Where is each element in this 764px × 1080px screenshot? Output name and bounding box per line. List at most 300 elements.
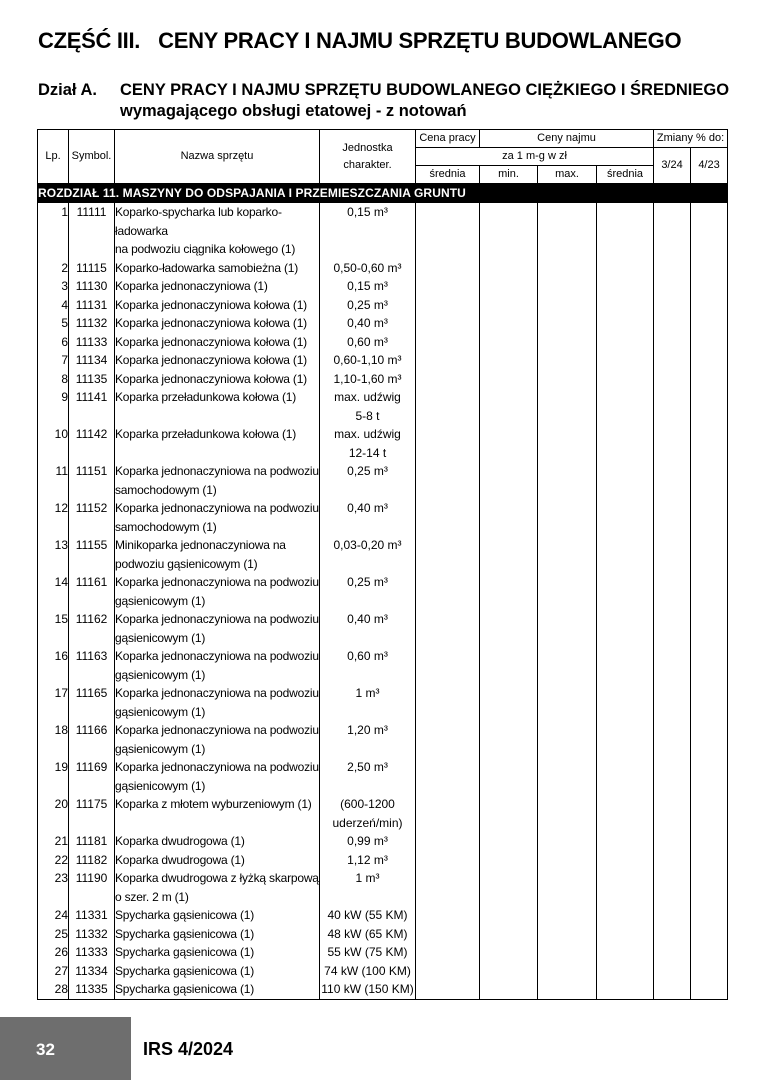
row-change-1-cell <box>654 943 691 962</box>
table-row <box>38 684 728 721</box>
row-change-1-cell <box>654 647 691 684</box>
row-unit: 74 kW (100 KM) <box>320 962 416 981</box>
row-symbol: 11151 <box>69 462 115 499</box>
row-lp: 1 <box>38 203 69 259</box>
row-lp: 28 <box>38 980 69 999</box>
table-row <box>38 869 728 906</box>
table-row <box>38 795 728 832</box>
row-avg-cell <box>416 388 480 425</box>
row-change-2-cell <box>691 277 728 296</box>
row-min-cell <box>480 351 538 370</box>
row-lp: 17 <box>38 684 69 721</box>
row-avg-cell <box>416 962 480 981</box>
row-symbol: 11115 <box>69 259 115 278</box>
row-change-2-cell <box>691 943 728 962</box>
row-avg2-cell <box>597 869 654 906</box>
table-row <box>38 370 728 389</box>
row-avg-cell <box>416 647 480 684</box>
row-min-cell <box>480 462 538 499</box>
row-avg-cell <box>416 758 480 795</box>
row-max-cell <box>538 203 597 259</box>
row-min-cell <box>480 296 538 315</box>
row-min-cell <box>480 832 538 851</box>
row-max-cell <box>538 388 597 425</box>
row-symbol: 11332 <box>69 925 115 944</box>
row-lp: 2 <box>38 259 69 278</box>
row-max-cell <box>538 259 597 278</box>
row-avg2-cell <box>597 851 654 870</box>
footer-page-box <box>0 1017 131 1080</box>
row-avg2-cell <box>597 388 654 425</box>
row-name: Koparka dwudrogowa (1) <box>115 851 320 870</box>
row-change-2-cell <box>691 869 728 906</box>
row-avg2-cell <box>597 906 654 925</box>
row-name: Koparka jednonaczyniowa na podwoziu gąsienicowym (1) <box>115 647 320 684</box>
row-name: Koparka jednonaczyniowa na podwoziu samochodowym (1) <box>115 499 320 536</box>
row-max-cell <box>538 333 597 352</box>
row-max-cell <box>538 832 597 851</box>
table-row <box>38 832 728 851</box>
row-min-cell <box>480 388 538 425</box>
row-min-cell <box>480 684 538 721</box>
row-lp: 3 <box>38 277 69 296</box>
row-lp: 16 <box>38 647 69 684</box>
row-avg2-cell <box>597 573 654 610</box>
table-row <box>38 721 728 758</box>
row-lp: 15 <box>38 610 69 647</box>
row-avg-cell <box>416 277 480 296</box>
row-change-2-cell <box>691 370 728 389</box>
row-change-1-cell <box>654 980 691 999</box>
row-unit: 1 m³ <box>320 684 416 721</box>
row-symbol: 11182 <box>69 851 115 870</box>
row-change-1-cell <box>654 296 691 315</box>
row-max-cell <box>538 721 597 758</box>
row-unit: 40 kW (55 KM) <box>320 906 416 925</box>
row-avg-cell <box>416 370 480 389</box>
row-avg-cell <box>416 684 480 721</box>
row-name: Koparka przeładunkowa kołowa (1) <box>115 388 320 425</box>
row-max-cell <box>538 499 597 536</box>
row-avg2-cell <box>597 259 654 278</box>
row-avg-cell <box>416 425 480 462</box>
row-min-cell <box>480 610 538 647</box>
row-min-cell <box>480 425 538 462</box>
row-max-cell <box>538 610 597 647</box>
row-max-cell <box>538 351 597 370</box>
dzial-label: Dział A. <box>38 81 97 99</box>
table-row <box>38 277 728 296</box>
row-min-cell <box>480 758 538 795</box>
row-change-2-cell <box>691 573 728 610</box>
row-avg2-cell <box>597 314 654 333</box>
row-name: Koparka jednonaczyniowa na podwoziu samochodowym (1) <box>115 462 320 499</box>
col-change-1: 3/24 <box>654 148 691 184</box>
table-row <box>38 259 728 278</box>
col-rent-prices: Ceny najmu <box>480 130 654 148</box>
row-avg-cell <box>416 296 480 315</box>
row-avg2-cell <box>597 333 654 352</box>
row-symbol: 11169 <box>69 758 115 795</box>
row-name: Spycharka gąsienicowa (1) <box>115 980 320 999</box>
row-avg-cell <box>416 943 480 962</box>
row-avg-cell <box>416 721 480 758</box>
col-changes: Zmiany % do: <box>654 130 728 148</box>
row-lp: 23 <box>38 869 69 906</box>
row-min-cell <box>480 906 538 925</box>
row-change-1-cell <box>654 259 691 278</box>
page-number: 32 <box>36 1040 55 1059</box>
dzial-name: CENY PRACY I NAJMU SPRZĘTU BUDOWLANEGO CIĘŻKIEGO I ŚREDNIEGO <box>120 81 730 99</box>
section-row <box>38 184 728 203</box>
row-avg-cell <box>416 980 480 999</box>
row-name: Spycharka gąsienicowa (1) <box>115 962 320 981</box>
row-avg-cell <box>416 333 480 352</box>
row-avg-cell <box>416 610 480 647</box>
row-change-1-cell <box>654 869 691 906</box>
row-min-cell <box>480 333 538 352</box>
row-change-2-cell <box>691 721 728 758</box>
row-avg-cell <box>416 462 480 499</box>
row-max-cell <box>538 296 597 315</box>
row-symbol: 11181 <box>69 832 115 851</box>
row-unit: 0,40 m³ <box>320 314 416 333</box>
row-avg2-cell <box>597 943 654 962</box>
table-row <box>38 647 728 684</box>
row-unit: 48 kW (65 KM) <box>320 925 416 944</box>
row-name: Spycharka gąsienicowa (1) <box>115 906 320 925</box>
part-label: CZĘŚĆ III. <box>38 28 141 53</box>
row-lp: 14 <box>38 573 69 610</box>
row-max-cell <box>538 758 597 795</box>
row-change-1-cell <box>654 425 691 462</box>
table-row <box>38 758 728 795</box>
row-min-cell <box>480 962 538 981</box>
table-row <box>38 462 728 499</box>
part-name: CENY PRACY I NAJMU SPRZĘTU BUDOWLANEGO <box>158 28 682 53</box>
row-name: Koparka dwudrogowa z łyżką skarpową o szer. 2 m (1) <box>115 869 320 906</box>
row-avg2-cell <box>597 370 654 389</box>
table-row <box>38 943 728 962</box>
table-row <box>38 906 728 925</box>
row-avg2-cell <box>597 277 654 296</box>
row-name: Koparka jednonaczyniowa kołowa (1) <box>115 333 320 352</box>
col-min: min. <box>480 166 538 184</box>
row-change-1-cell <box>654 370 691 389</box>
row-avg2-cell <box>597 980 654 999</box>
row-unit: 0,40 m³ <box>320 610 416 647</box>
row-change-2-cell <box>691 259 728 278</box>
row-symbol: 11175 <box>69 795 115 832</box>
dzial-subtitle: wymagającego obsługi etatowej - z notowań <box>120 102 467 120</box>
row-change-2-cell <box>691 851 728 870</box>
row-symbol: 11135 <box>69 370 115 389</box>
row-change-2-cell <box>691 925 728 944</box>
row-symbol: 11335 <box>69 980 115 999</box>
row-symbol: 11334 <box>69 962 115 981</box>
table-row <box>38 610 728 647</box>
row-avg2-cell <box>597 610 654 647</box>
row-min-cell <box>480 573 538 610</box>
row-symbol: 11155 <box>69 536 115 573</box>
row-avg2-cell <box>597 499 654 536</box>
row-avg-cell <box>416 499 480 536</box>
row-lp: 21 <box>38 832 69 851</box>
row-avg-cell <box>416 795 480 832</box>
row-name: Koparka jednonaczyniowa na podwoziu gąsienicowym (1) <box>115 610 320 647</box>
row-change-1-cell <box>654 962 691 981</box>
row-avg-cell <box>416 832 480 851</box>
row-max-cell <box>538 462 597 499</box>
row-min-cell <box>480 647 538 684</box>
row-unit: 0,25 m³ <box>320 296 416 315</box>
row-change-2-cell <box>691 314 728 333</box>
row-change-2-cell <box>691 203 728 259</box>
row-symbol: 11161 <box>69 573 115 610</box>
row-change-2-cell <box>691 351 728 370</box>
row-change-2-cell <box>691 333 728 352</box>
row-unit: 0,25 m³ <box>320 573 416 610</box>
row-max-cell <box>538 906 597 925</box>
row-max-cell <box>538 943 597 962</box>
row-max-cell <box>538 573 597 610</box>
row-lp: 24 <box>38 906 69 925</box>
row-change-2-cell <box>691 832 728 851</box>
row-avg2-cell <box>597 425 654 462</box>
row-lp: 10 <box>38 425 69 462</box>
col-unit: Jednostka charakter. <box>320 130 416 184</box>
row-symbol: 11133 <box>69 333 115 352</box>
row-min-cell <box>480 203 538 259</box>
row-name: Koparko-spycharka lub koparko-ładowarka na podwoziu ciągnika kołowego (1) <box>115 203 320 259</box>
row-name: Koparka przeładunkowa kołowa (1) <box>115 425 320 462</box>
row-change-2-cell <box>691 388 728 425</box>
row-change-2-cell <box>691 684 728 721</box>
row-lp: 11 <box>38 462 69 499</box>
row-change-1-cell <box>654 314 691 333</box>
row-max-cell <box>538 536 597 573</box>
row-name: Koparka jednonaczyniowa kołowa (1) <box>115 351 320 370</box>
row-change-1-cell <box>654 333 691 352</box>
row-avg-cell <box>416 351 480 370</box>
table-row <box>38 425 728 462</box>
row-min-cell <box>480 370 538 389</box>
row-lp: 7 <box>38 351 69 370</box>
row-symbol: 11166 <box>69 721 115 758</box>
row-change-1-cell <box>654 851 691 870</box>
row-unit: 0,50-0,60 m³ <box>320 259 416 278</box>
row-min-cell <box>480 536 538 573</box>
row-lp: 19 <box>38 758 69 795</box>
row-max-cell <box>538 851 597 870</box>
row-lp: 5 <box>38 314 69 333</box>
row-avg2-cell <box>597 962 654 981</box>
row-symbol: 11333 <box>69 943 115 962</box>
row-max-cell <box>538 869 597 906</box>
row-unit: 1,12 m³ <box>320 851 416 870</box>
row-avg-cell <box>416 869 480 906</box>
col-avg2: średnia <box>597 166 654 184</box>
row-change-2-cell <box>691 425 728 462</box>
row-change-2-cell <box>691 962 728 981</box>
table-row <box>38 980 728 999</box>
row-avg-cell <box>416 906 480 925</box>
row-change-1-cell <box>654 906 691 925</box>
row-avg2-cell <box>597 925 654 944</box>
row-name: Koparka jednonaczyniowa na podwoziu gąsienicowym (1) <box>115 573 320 610</box>
row-max-cell <box>538 370 597 389</box>
row-change-2-cell <box>691 758 728 795</box>
row-min-cell <box>480 259 538 278</box>
section-title: ROZDZIAŁ 11. MASZYNY DO ODSPAJANIA I PRZEMIESZCZANIA GRUNTU <box>38 184 728 203</box>
row-name: Koparko-ładowarka samobieżna (1) <box>115 259 320 278</box>
row-lp: 18 <box>38 721 69 758</box>
row-change-1-cell <box>654 610 691 647</box>
price-table <box>37 129 728 1000</box>
row-unit: 0,15 m³ <box>320 277 416 296</box>
row-avg2-cell <box>597 203 654 259</box>
row-change-1-cell <box>654 795 691 832</box>
row-min-cell <box>480 277 538 296</box>
row-change-1-cell <box>654 388 691 425</box>
row-name: Koparka jednonaczyniowa (1) <box>115 277 320 296</box>
row-symbol: 11331 <box>69 906 115 925</box>
row-min-cell <box>480 925 538 944</box>
col-max: max. <box>538 166 597 184</box>
row-max-cell <box>538 314 597 333</box>
table-row <box>38 333 728 352</box>
table-row <box>38 536 728 573</box>
col-lp: Lp. <box>38 130 69 184</box>
row-lp: 20 <box>38 795 69 832</box>
row-change-1-cell <box>654 573 691 610</box>
col-avg: średnia <box>416 166 480 184</box>
table-row <box>38 925 728 944</box>
row-unit: 2,50 m³ <box>320 758 416 795</box>
row-avg2-cell <box>597 684 654 721</box>
row-unit: 0,15 m³ <box>320 203 416 259</box>
row-min-cell <box>480 499 538 536</box>
row-unit: 110 kW (150 KM) <box>320 980 416 999</box>
row-unit: 55 kW (75 KM) <box>320 943 416 962</box>
row-change-2-cell <box>691 462 728 499</box>
row-max-cell <box>538 980 597 999</box>
row-avg-cell <box>416 259 480 278</box>
row-min-cell <box>480 314 538 333</box>
row-change-1-cell <box>654 536 691 573</box>
row-min-cell <box>480 721 538 758</box>
row-max-cell <box>538 277 597 296</box>
row-max-cell <box>538 684 597 721</box>
row-change-1-cell <box>654 721 691 758</box>
row-lp: 22 <box>38 851 69 870</box>
row-symbol: 11190 <box>69 869 115 906</box>
col-name: Nazwa sprzętu <box>115 130 320 184</box>
row-name: Koparka jednonaczyniowa kołowa (1) <box>115 296 320 315</box>
table-row <box>38 962 728 981</box>
row-avg2-cell <box>597 647 654 684</box>
row-symbol: 11152 <box>69 499 115 536</box>
row-change-1-cell <box>654 277 691 296</box>
table-row <box>38 351 728 370</box>
table-row <box>38 851 728 870</box>
row-min-cell <box>480 943 538 962</box>
row-min-cell <box>480 869 538 906</box>
row-max-cell <box>538 962 597 981</box>
row-change-1-cell <box>654 925 691 944</box>
row-max-cell <box>538 647 597 684</box>
row-name: Spycharka gąsienicowa (1) <box>115 943 320 962</box>
row-avg2-cell <box>597 536 654 573</box>
row-avg2-cell <box>597 832 654 851</box>
row-lp: 6 <box>38 333 69 352</box>
row-min-cell <box>480 795 538 832</box>
row-unit: (600-1200 uderzeń/min) <box>320 795 416 832</box>
row-unit: 0,25 m³ <box>320 462 416 499</box>
row-avg2-cell <box>597 721 654 758</box>
row-symbol: 11132 <box>69 314 115 333</box>
row-unit: 1,10-1,60 m³ <box>320 370 416 389</box>
row-unit: 0,99 m³ <box>320 832 416 851</box>
row-change-1-cell <box>654 499 691 536</box>
row-change-1-cell <box>654 832 691 851</box>
row-lp: 8 <box>38 370 69 389</box>
row-change-2-cell <box>691 536 728 573</box>
row-unit: max. udźwig 5-8 t <box>320 388 416 425</box>
row-unit: 1 m³ <box>320 869 416 906</box>
table-body <box>38 203 728 1000</box>
row-avg2-cell <box>597 351 654 370</box>
row-symbol: 11162 <box>69 610 115 647</box>
row-unit: 1,20 m³ <box>320 721 416 758</box>
row-change-2-cell <box>691 906 728 925</box>
row-name: Koparka jednonaczyniowa na podwoziu gąsienicowym (1) <box>115 758 320 795</box>
row-symbol: 11141 <box>69 388 115 425</box>
row-avg-cell <box>416 851 480 870</box>
row-avg2-cell <box>597 795 654 832</box>
row-avg2-cell <box>597 758 654 795</box>
row-symbol: 11111 <box>69 203 115 259</box>
row-name: Minikoparka jednonaczyniowa na podwoziu gąsienicowym (1) <box>115 536 320 573</box>
row-unit: 0,60 m³ <box>320 333 416 352</box>
row-name: Koparka jednonaczyniowa na podwoziu gąsienicowym (1) <box>115 721 320 758</box>
row-change-2-cell <box>691 610 728 647</box>
row-avg-cell <box>416 314 480 333</box>
row-symbol: 11165 <box>69 684 115 721</box>
row-unit: 0,40 m³ <box>320 499 416 536</box>
col-change-2: 4/23 <box>691 148 728 184</box>
row-name: Koparka jednonaczyniowa kołowa (1) <box>115 314 320 333</box>
row-symbol: 11131 <box>69 296 115 315</box>
row-lp: 27 <box>38 962 69 981</box>
row-change-1-cell <box>654 684 691 721</box>
issue-label: IRS 4/2024 <box>143 1039 234 1059</box>
row-avg-cell <box>416 573 480 610</box>
row-lp: 26 <box>38 943 69 962</box>
row-name: Koparka jednonaczyniowa kołowa (1) <box>115 370 320 389</box>
row-avg-cell <box>416 925 480 944</box>
row-change-2-cell <box>691 499 728 536</box>
row-lp: 9 <box>38 388 69 425</box>
row-avg2-cell <box>597 462 654 499</box>
row-change-2-cell <box>691 647 728 684</box>
row-change-1-cell <box>654 203 691 259</box>
row-lp: 12 <box>38 499 69 536</box>
row-avg-cell <box>416 536 480 573</box>
row-name: Koparka jednonaczyniowa na podwoziu gąsienicowym (1) <box>115 684 320 721</box>
table-row <box>38 388 728 425</box>
table-row <box>38 573 728 610</box>
